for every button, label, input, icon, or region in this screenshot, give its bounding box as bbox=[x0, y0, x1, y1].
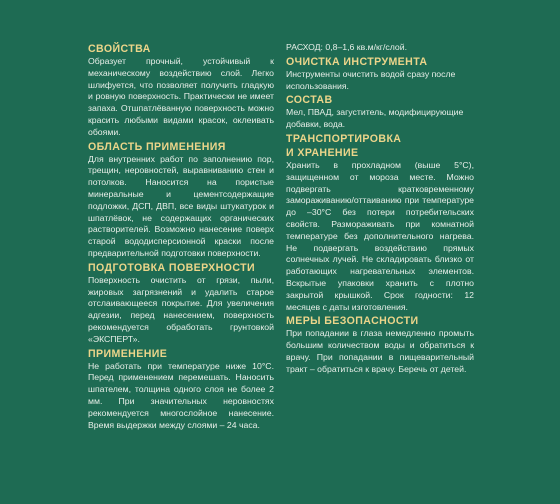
surface-prep-heading: ПОДГОТОВКА ПОВЕРХНОСТИ bbox=[88, 261, 255, 274]
application-heading: ОБЛАСТЬ ПРИМЕНЕНИЯ bbox=[88, 140, 226, 153]
composition-heading: СОСТАВ bbox=[286, 94, 333, 107]
usage-text: Не работать при температуре ниже 10°С. Перед применением перемешать. Наносить шпателем, толщина одного слоя не более 2 мм. При значительных неровностях рекомендуется многослойное нанесение. Время выдержки между слоями – 24 часа. bbox=[88, 360, 274, 430]
storage-heading-line2: И ХРАНЕНИЕ bbox=[286, 146, 359, 159]
application-text: Для внутренних работ по заполнению пор, трещин, неровностей, выравниванию стен и потолков. Наносится на пористые минеральные и цементсодержащие подложки, ДСП, ДВП, все виды штукатурок и шпатлёвок, не содержащих органических растворителей. Возможно нанесение поверх старой вододисперсионной краски после предварительной подготовки поверхности. bbox=[88, 153, 274, 258]
tool-cleaning-heading: ОЧИСТКА ИНСТРУМЕНТА bbox=[286, 55, 428, 68]
storage-heading-line1: ТРАНСПОРТИРОВКА bbox=[286, 132, 402, 145]
usage-heading: ПРИМЕНЕНИЕ bbox=[88, 347, 168, 360]
consumption-text: РАСХОД: 0,8–1,6 кв.м/кг/слой. bbox=[286, 42, 407, 52]
left-column bbox=[88, 42, 274, 432]
right-column bbox=[286, 42, 474, 377]
safety-text: При попадании в глаза немедленно промыть большим количеством воды и обратиться к врачу. При попадании в пищеварительный тракт – обратиться к врачу. Беречь от детей. bbox=[286, 328, 474, 374]
safety-heading: МЕРЫ БЕЗОПАСНОСТИ bbox=[286, 315, 419, 328]
properties-heading: СВОЙСТВА bbox=[88, 43, 151, 55]
tool-cleaning-text: Инструменты очистить водой сразу после использования. bbox=[286, 68, 456, 91]
composition-text: Мел, ПВАД, загуститель, модифицирующие добавки, вода. bbox=[286, 107, 464, 130]
storage-text: Хранить в прохладном (выше 5°С), защищенном от мороза месте. Можно подвергать кратковременному замораживанию/оттаиванию при температуре до –30°С без потери потребительских свойств. Размораживать при комнатной температуре без дополнительного нагрева. Не подвергать воздействию прямых солнечных лучей. Не складировать близко от работающих нагревательных элементов. Вскрытые упаковки хранить с плотно закрытой крышкой. Срок годности: 12 месяцев с даты изготовления. bbox=[286, 159, 474, 312]
properties-text: Образует прочный, устойчивый к механическому воздействию слой. Легко шлифуется, что позволяет получить гладкую и ровную поверхность. Практически не имеет запаха. Отшпатлёванную поверхность можно красить любыми видами красок, оклеивать обоями. bbox=[88, 56, 274, 137]
surface-prep-text: Поверхность очистить от грязи, пыли, жировых загрязнений и удалить старое отслаивающееся покрытие. Для увеличения адгезии, перед нанесением, поверхность рекомендуется обработать грунтовкой «ЭКСПЕРТ». bbox=[88, 274, 274, 344]
